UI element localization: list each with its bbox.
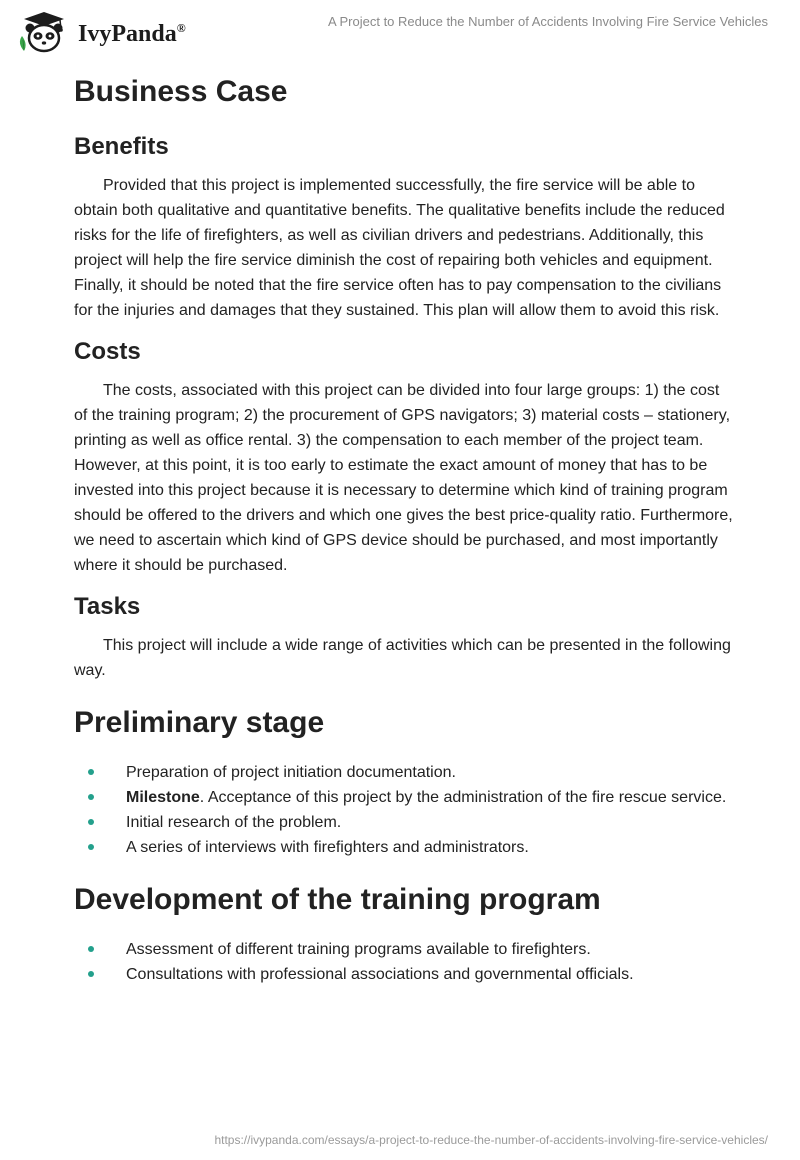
list-item-text: Assessment of different training programs available to firefighters.: [126, 941, 591, 958]
ivypanda-logo[interactable]: [16, 10, 186, 54]
source-url-link[interactable]: https://ivypanda.com/essays/a-project-to-reduce-the-number-of-accidents-involving-fire-service-vehicles/: [214, 1133, 768, 1147]
bullet-icon: [88, 794, 94, 800]
list-item: [74, 760, 734, 785]
milestone-separator: .: [199, 789, 208, 806]
article-body: [74, 70, 734, 987]
list-item: [74, 835, 734, 860]
bullet-icon: [88, 844, 94, 850]
running-title: A Project to Reduce the Number of Accidents Involving Fire Service Vehicles: [327, 14, 768, 29]
registered-mark: ®: [176, 20, 186, 35]
list-item-text: Preparation of project initiation documentation.: [126, 764, 456, 781]
heading-benefits: Benefits: [74, 133, 169, 160]
bullet-icon: [88, 971, 94, 977]
page-header: [0, 0, 800, 60]
paragraph-tasks: This project will include a wide range of activities which can be presented in the following way.: [74, 637, 731, 679]
heading-tasks: Tasks: [74, 593, 141, 620]
list-item: [74, 785, 734, 810]
list-item: [74, 962, 734, 987]
list-item-text: Acceptance of this project by the administration of the fire rescue service.: [207, 789, 727, 806]
bullet-icon: [88, 946, 94, 952]
bullet-icon: [88, 769, 94, 775]
list-item-text: Initial research of the problem.: [126, 814, 342, 831]
list-item-text: Consultations with professional associations and governmental officials.: [126, 966, 634, 983]
heading-training-program: Development of the training program: [74, 883, 601, 916]
heading-business-case: Business Case: [74, 75, 288, 108]
milestone-label: Milestone: [126, 789, 200, 806]
paragraph-benefits: Provided that this project is implemented successfully, the fire service will be able to obtain both qualitative and quantitative benefits. The qualitative benefits include the reduced risks for the life of firefighters, as well as civilian drivers and pedestrians. Additionally, this project will help the fire service diminish the cost of repairing both vehicles and equipment. Finally, it should be noted that the fire service often has to pay compensation to the civilians for the injuries and damages that they sustained. This plan will allow them to avoid this risk.: [74, 177, 725, 319]
brand-name: IvyPanda®: [78, 20, 186, 47]
panda-graduate-icon: [16, 10, 72, 54]
heading-preliminary-stage: Preliminary stage: [74, 706, 325, 739]
preliminary-list: [74, 760, 734, 860]
list-item: [74, 937, 734, 962]
training-list: [74, 937, 734, 987]
bullet-icon: [88, 819, 94, 825]
paragraph-costs: The costs, associated with this project can be divided into four large groups: 1) the cost of the training program; 2) the procurement of GPS navigators; 3) material costs – stationery, printing as well as office rental. 3) the compensation to each member of the project team. However, at this point, it is too early to estimate the exact amount of money that has to be invested into this project because it is necessary to determine which kind of training program should be offered to the drivers and which one gives the best price-quality ratio. Furthermore, we need to ascertain which kind of GPS device should be purchased, and most importantly where it should be purchased.: [74, 382, 733, 574]
list-item: [74, 810, 734, 835]
list-item-text: A series of interviews with firefighters and administrators.: [126, 839, 529, 856]
heading-costs: Costs: [74, 338, 141, 365]
